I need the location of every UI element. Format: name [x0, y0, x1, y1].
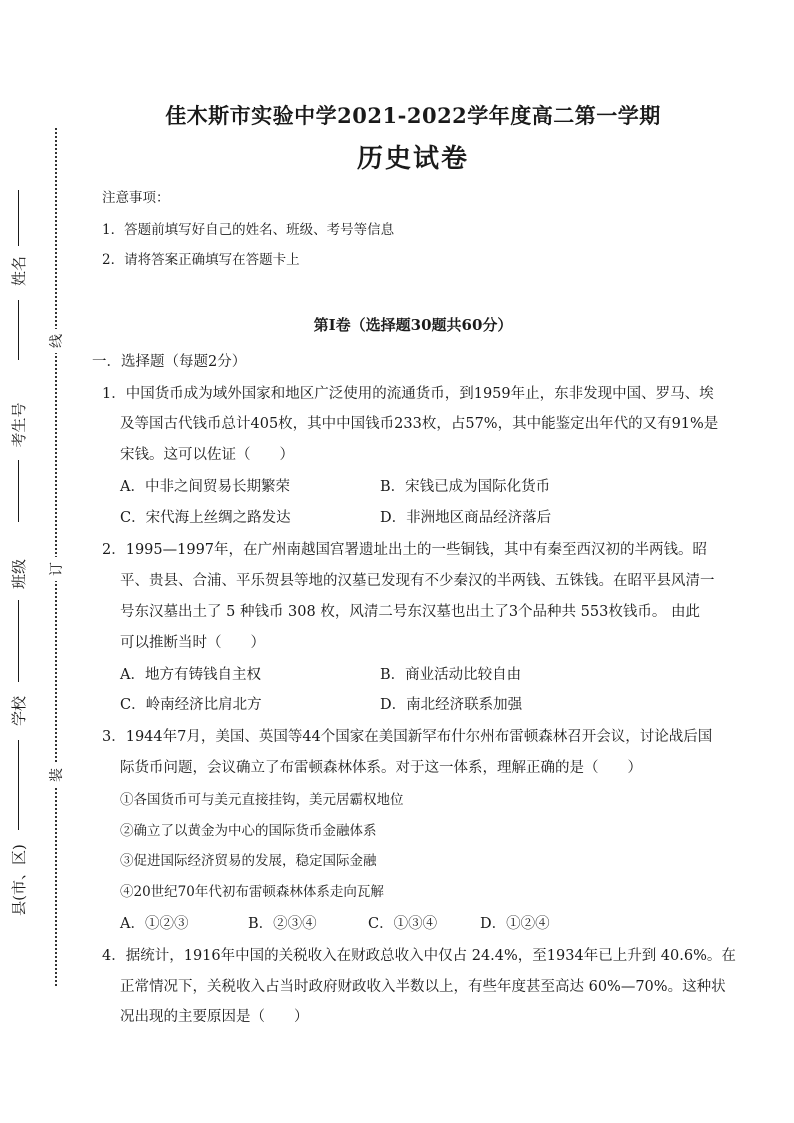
question-2-option-a: A．地方有铸钱自主权	[120, 667, 261, 683]
class-label: 班级	[10, 558, 28, 589]
section-title: 第I卷（选择题30题共60分）	[313, 316, 513, 334]
question-3-statement: ④20世纪70年代初布雷顿森林体系走向瓦解	[120, 884, 384, 900]
notice-item: 2．请将答案正确填写在答题卡上	[102, 252, 300, 268]
question-3-line: 际货币问题，会议确立了布雷顿森林体系。对于这一体系，理解正确的是（ ）	[120, 760, 642, 776]
binding-char-ding: 订	[45, 557, 69, 581]
notice-heading: 注意事项：	[102, 190, 170, 206]
question-2-line: 2．1995—1997年，在广州南越国宫署遗址出土的一些铜钱，其中有秦至西汉初的半两钱。昭	[102, 542, 708, 558]
question-1-option-c: C．宋代海上丝绸之路发达	[120, 510, 291, 526]
exam-no-underline	[18, 460, 19, 522]
question-3-option-c: C．①③④	[368, 916, 438, 932]
part-heading: 一．选择题（每题2分）	[92, 354, 247, 370]
binding-margin	[0, 0, 40, 1123]
question-3-statement: ①各国货币可与美元直接挂钩，美元居霸权地位	[120, 792, 404, 808]
class-underline	[18, 600, 19, 682]
question-2-line: 平、贵县、合浦、平乐贺县等地的汉墓已发现有不少秦汉的半两钱、五铢钱。在昭平县风清一	[120, 573, 715, 589]
question-2-option-c: C．岭南经济比肩北方	[120, 697, 262, 713]
question-1-line: 及等国古代钱币总计405枚，其中中国钱币233枚，占57%，其中能鉴定出年代的又有91%是	[120, 416, 719, 432]
exam-no-label: 考生号	[10, 402, 28, 448]
question-1-option-b: B．宋钱已成为国际化货币	[380, 479, 551, 495]
school-underline	[18, 740, 19, 830]
question-1-option-a: A．中非之间贸易长期繁荣	[120, 479, 290, 495]
notice-item: 1．答题前填写好自己的姓名、班级、考号等信息	[102, 222, 395, 238]
question-3-option-d: D．①②④	[480, 916, 550, 932]
question-2-option-b: B．商业活动比较自由	[380, 667, 522, 683]
binding-char-zhuang: 装	[45, 763, 69, 787]
question-3-statement: ③促进国际经济贸易的发展，稳定国际金融	[120, 853, 377, 869]
question-1-option-d: D．非洲地区商品经济落后	[380, 510, 552, 526]
question-3-line: 3．1944年7月，美国、英国等44个国家在美国新罕布什尔州布雷顿森林召开会议，讨论战后国	[102, 729, 713, 745]
question-3-option-a: A．①②③	[120, 916, 189, 932]
question-1-line: 宋钱。这可以佐证（ ）	[120, 447, 294, 463]
question-4-line: 4．据统计，1916年中国的关税收入在财政总收入中仅占 24.4%，至1934年已上升到 40.6%。在	[102, 948, 736, 964]
question-2-line: 号东汉墓出土了 5 种钱币 308 枚，风清二号东汉墓也出土了3个品种共 553枚钱币。 由此	[120, 604, 700, 620]
exam-school-title: 佳木斯市实验中学2021-2022学年度高二第一学期	[165, 103, 661, 128]
question-2-option-d: D．南北经济联系加强	[380, 697, 523, 713]
question-4-line: 正常情况下，关税收入占当时政府财政收入半数以上，有些年度甚至高达 60%—70%。这种状	[120, 979, 726, 995]
question-4-line: 况出现的主要原因是（ ）	[120, 1009, 309, 1025]
question-2-line: 可以推断当时（ ）	[120, 635, 265, 651]
question-1-line: 1．中国货币成为域外国家和地区广泛使用的流通货币，到1959年止，东非发现中国、罗马、埃	[102, 386, 714, 402]
county-label: 县(市、区)	[10, 844, 28, 916]
school-label: 学校	[10, 695, 28, 726]
name-label: 姓名	[10, 255, 28, 286]
question-3-statement: ②确立了以黄金为中心的国际货币金融体系	[120, 823, 377, 839]
name-underline	[18, 190, 19, 246]
binding-char-xian: 线	[45, 329, 69, 353]
exam-subject-title: 历史试卷	[356, 144, 469, 174]
name-underline-2	[18, 300, 19, 360]
question-3-option-b: B．②③④	[248, 916, 317, 932]
